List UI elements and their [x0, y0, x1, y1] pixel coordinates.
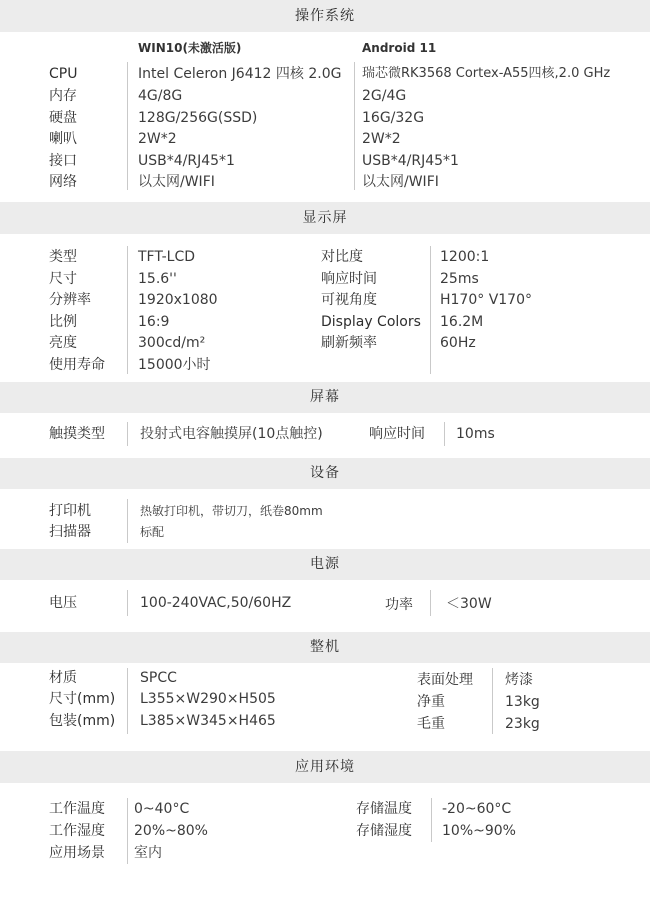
os-col-android: Android 11	[362, 41, 437, 55]
display-label: 分辨率	[49, 292, 91, 308]
env-label: 应用场景	[49, 845, 105, 861]
machine-value: L385×W345×H465	[140, 713, 276, 729]
os-win-value: 以太网/WIFI	[138, 174, 215, 190]
screen-divider-2	[444, 422, 445, 446]
os-win-value: 2W*2	[138, 131, 177, 147]
os-label: 接口	[49, 153, 77, 169]
machine-value: L355×W290×H505	[140, 691, 276, 707]
display-value: 1200:1	[440, 249, 490, 265]
machine-divider-2	[492, 668, 493, 734]
screen-value: 10ms	[456, 426, 495, 442]
machine-label: 毛重	[417, 716, 445, 732]
device-divider	[127, 499, 128, 543]
display-label: 类型	[49, 249, 77, 265]
env-divider-2	[431, 798, 432, 842]
screen-label: 响应时间	[369, 426, 425, 442]
display-value: 25ms	[440, 271, 479, 287]
display-value: 16:9	[138, 314, 170, 330]
os-label: CPU	[49, 66, 78, 82]
os-label: 硬盘	[49, 110, 77, 126]
section-header-os: 操作系统	[0, 0, 650, 32]
os-android-value: 瑞芯微RK3568 Cortex-A55四核,2.0 GHz	[362, 66, 611, 81]
os-label: 网络	[49, 174, 77, 190]
env-label: 工作湿度	[49, 823, 105, 839]
os-android-value: 16G/32G	[362, 110, 425, 126]
display-value: 16.2M	[440, 314, 484, 330]
os-android-value: 2G/4G	[362, 88, 407, 104]
display-label: 使用寿命	[49, 357, 105, 373]
section-header-power: 电源	[0, 549, 650, 580]
machine-value: 烤漆	[505, 672, 533, 688]
device-label: 扫描器	[49, 524, 91, 540]
env-value: 0~40°C	[134, 801, 190, 817]
machine-label: 表面处理	[417, 672, 473, 688]
power-value: 100-240VAC,50/60HZ	[140, 595, 292, 611]
os-win-value: USB*4/RJ45*1	[138, 153, 235, 169]
device-value: 热敏打印机，带切刀，纸卷80mm	[140, 504, 323, 518]
power-divider-1	[127, 590, 128, 616]
machine-value: 23kg	[505, 716, 540, 732]
display-value: 15.6''	[138, 271, 177, 287]
machine-label: 尺寸(mm)	[49, 691, 116, 707]
display-label: Display Colors	[321, 314, 421, 330]
os-divider-1	[127, 62, 128, 190]
display-divider-1	[127, 246, 128, 374]
display-label: 对比度	[321, 249, 363, 265]
env-label: 工作温度	[49, 801, 105, 817]
screen-value: 投射式电容触摸屏(10点触控)	[140, 426, 323, 442]
display-label: 可视角度	[321, 292, 377, 308]
display-value: 300cd/m²	[138, 335, 206, 351]
power-label: 电压	[49, 595, 77, 611]
display-value: TFT-LCD	[138, 249, 196, 265]
device-value: 标配	[140, 525, 165, 539]
env-value: 10%~90%	[442, 823, 516, 839]
screen-label: 触摸类型	[49, 426, 105, 442]
display-label: 比例	[49, 314, 77, 330]
env-value: -20~60°C	[442, 801, 512, 817]
os-win-value: 4G/8G	[138, 88, 183, 104]
os-android-value: USB*4/RJ45*1	[362, 153, 459, 169]
device-label: 打印机	[49, 503, 91, 519]
screen-divider-1	[127, 422, 128, 446]
os-android-value: 以太网/WIFI	[362, 174, 439, 190]
os-label: 内存	[49, 88, 77, 104]
machine-value: SPCC	[140, 670, 177, 686]
env-value: 20%~80%	[134, 823, 208, 839]
env-value: 室内	[134, 845, 162, 861]
display-label: 响应时间	[321, 271, 377, 287]
env-label: 存储温度	[356, 801, 412, 817]
os-label: 喇叭	[49, 131, 77, 147]
machine-label: 包装(mm)	[49, 713, 116, 729]
display-value: 1920x1080	[138, 292, 218, 308]
section-header-environment: 应用环境	[0, 751, 650, 783]
display-value: 15000小时	[138, 357, 211, 373]
display-label: 刷新频率	[321, 335, 377, 351]
machine-label: 材质	[49, 670, 77, 686]
section-header-screen: 屏幕	[0, 382, 650, 413]
display-label: 尺寸	[49, 271, 77, 287]
env-divider-1	[127, 798, 128, 864]
display-divider-2	[430, 246, 431, 374]
display-value: 60Hz	[440, 335, 476, 351]
section-header-display: 显示屏	[0, 202, 650, 234]
power-divider-2	[430, 590, 431, 616]
power-value: ＜30W	[446, 596, 492, 612]
section-header-machine: 整机	[0, 632, 650, 663]
display-label: 亮度	[49, 335, 77, 351]
power-label: 功率	[385, 597, 413, 613]
os-android-value: 2W*2	[362, 131, 401, 147]
machine-value: 13kg	[505, 694, 540, 710]
os-win-value: Intel Celeron J6412 四核 2.0G	[138, 66, 342, 82]
os-divider-2	[354, 62, 355, 190]
machine-label: 净重	[417, 694, 445, 710]
env-label: 存储湿度	[356, 823, 412, 839]
os-col-win10: WIN10(未激活版)	[138, 41, 242, 55]
os-win-value: 128G/256G(SSD)	[138, 110, 258, 126]
section-header-device: 设备	[0, 458, 650, 489]
machine-divider-1	[127, 668, 128, 734]
display-value: H170° V170°	[440, 292, 532, 308]
